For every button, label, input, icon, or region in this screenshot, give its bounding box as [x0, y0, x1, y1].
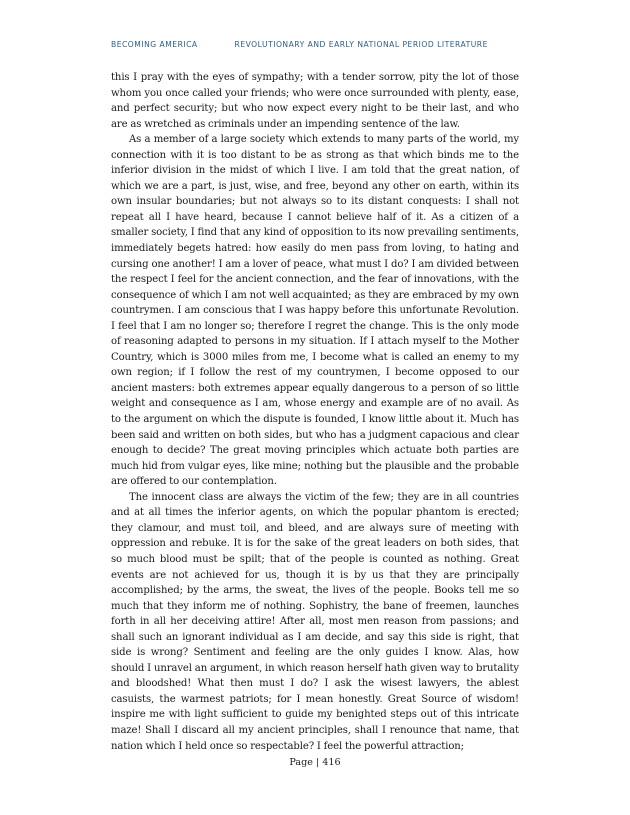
body-text — [111, 70, 519, 754]
volume-title: REVOLUTIONARY AND EARLY NATIONAL PERIOD LITERATURE — [234, 40, 488, 49]
series-title: BECOMING AMERICA — [111, 40, 198, 49]
paragraph: The innocent class are always the victim of the few; they are in all countries and at all times the inferior agents, on which the popular phantom is erected; they clamour, and must toil, and bleed, and are always sure of meeting with oppression and rebuke. It is for the sake of the great leaders on both sides, that so much blood must be spilt; that of the people is counted as nothing. Great events are not achieved for us, though it is by us that they are principally accomplished; by the arms, the sweat, the lives of the people. Books tell me so much that they inform me of nothing. Sophistry, the bane of freemen, launches forth in all her deceiving attire! After all, most men reason from passions; and shall such an ignorant individual as I am decide, and say this side is right, that side is wrong? Sentiment and feeling are the only guides I know. Alas, how should I unravel an argument, in which reason herself hath given way to brutality and bloodshed! What then must I do? I ask the wisest lawyers, the ablest casuists, the warmest patriots; for I mean honestly. Great Source of wisdom! inspire me with light sufficient to guide my benighted steps out of this intricate maze! Shall I discard all my ancient principles, shall I renounce that name, that nation which I held once so respectable? I feel the powerful attraction; — [111, 491, 519, 752]
page-number: Page | 416 — [289, 757, 341, 768]
paragraph: this I pray with the eyes of sympathy; with a tender sorrow, pity the lot of those whom you once called your friends; who were once surrounded with plenty, ease, and perfect security; but who now expect every night to be their last, and who are as wretched as criminals under an impending sentence of the law. — [111, 72, 519, 130]
running-header — [111, 40, 531, 49]
paragraph: As a member of a large society which extends to many parts of the world, my connection with it is too distant to be as strong as that which binds me to the inferior division in the midst of which I live. I am told that the great nation, of which we are a part, is just, wise, and free, beyond any other on earth, within its own insular boundaries; but not always so to its distant conquests: I shall not repeat all I have heard, because I cannot believe half of it. As a citizen of a smaller society, I find that any kind of opposition to its now prevailing sentiments, immediately begets hatred: how easily do men pass from loving, to hating and cursing one another! I am a lover of peace, what must I do? I am divided between the respect I feel for the ancient connection, and the fear of innovations, with the consequence of which I am not well acquainted; as they are embraced by my own countrymen. I am conscious that I was happy before this unfortunate Revolution. I feel that I am no longer so; therefore I regret the change. This is the only mode of reasoning adapted to persons in my situation. If I attach myself to the Mother Country, which is 3000 miles from me, I become what is called an enemy to my own region; if I follow the rest of my countrymen, I become opposed to our ancient masters: both extremes appear equally dangerous to a person of so little weight and consequence as I am, whose energy and example are of no avail. As to the argument on which the dispute is founded, I know little about it. Much has been said and written on both sides, but who has a judgment capacious and clear enough to decide? The great moving principles which actuate both parties are much hid from vulgar eyes, like mine; nothing but the plausible and the probable are offered to our contemplation. — [111, 134, 519, 488]
